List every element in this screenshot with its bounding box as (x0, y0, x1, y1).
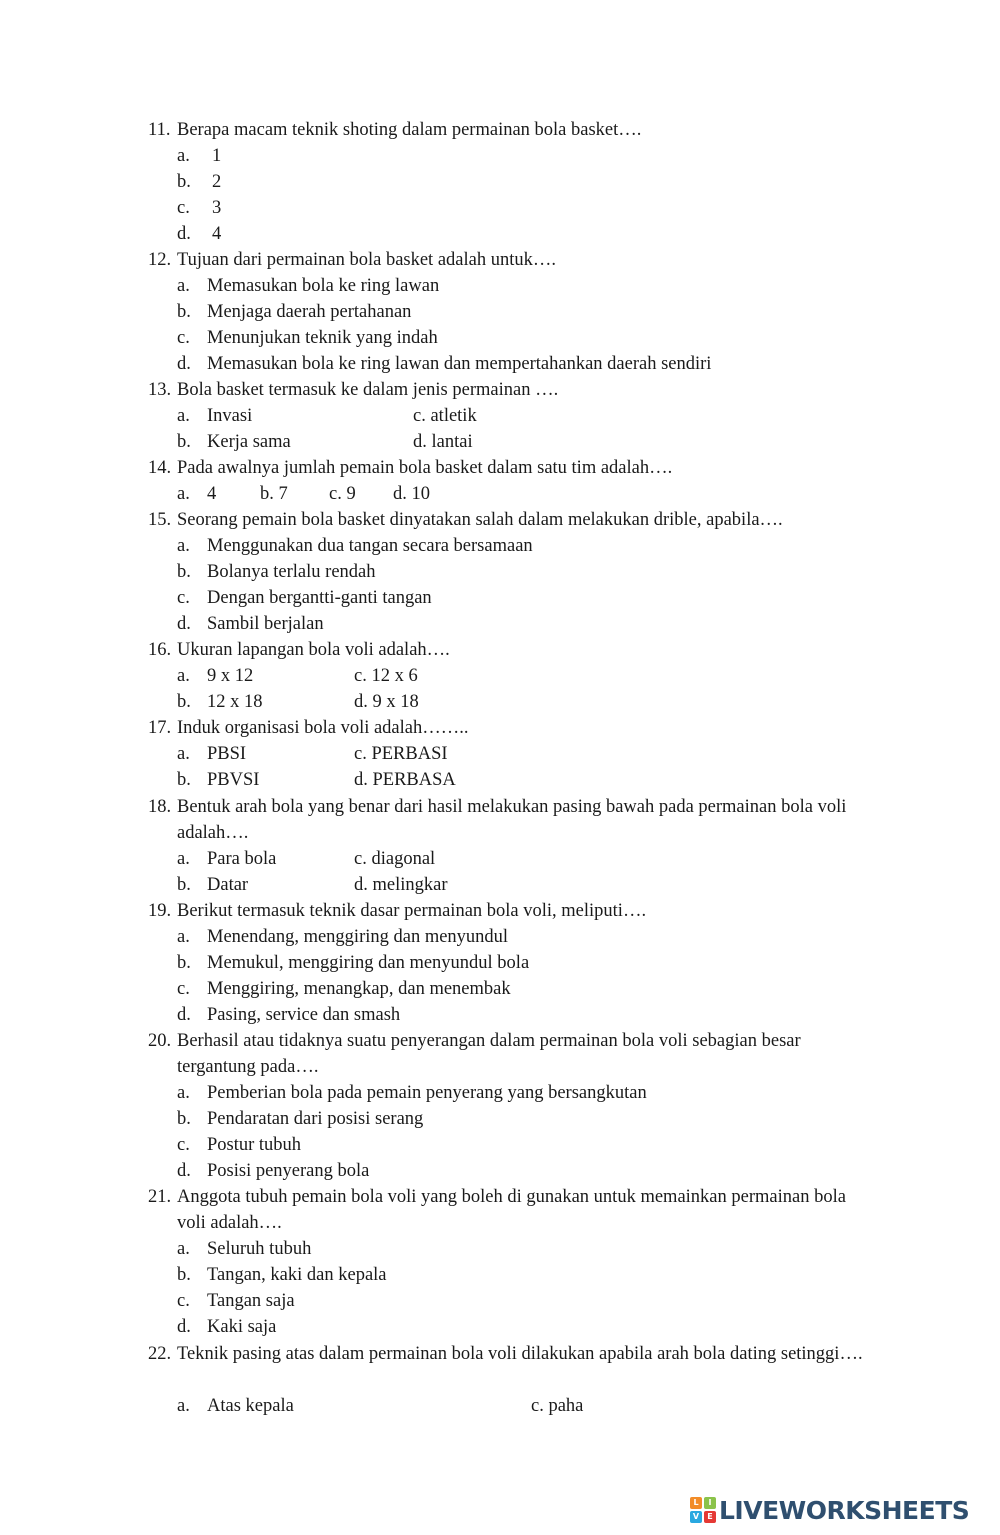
option-letter: b. (177, 953, 191, 973)
logo-mark-v: V (690, 1511, 702, 1523)
option-letter: c. (177, 328, 190, 348)
option-text: Postur tubuh (207, 1135, 302, 1155)
option-letter: a. (177, 1396, 190, 1416)
question-number: 21. (148, 1187, 172, 1207)
logo-wordmark: LIVEWORKSHEETS (719, 1495, 970, 1525)
option-text: Dengan bergantti-ganti tangan (207, 588, 432, 608)
liveworksheets-logo-icon (690, 1497, 716, 1523)
option-text: 9 (346, 484, 356, 504)
option-text: Pendaratan dari posisi serang (207, 1109, 424, 1129)
option-text: Menggiring, menangkap, dan menembak (207, 979, 511, 999)
option-text: Datar (207, 875, 249, 895)
option-text: 2 (212, 172, 222, 192)
option-letter: b. (177, 432, 191, 452)
option-letter: c. (531, 1396, 544, 1416)
question-number: 17. (148, 718, 172, 738)
option-text: 9 x 18 (372, 692, 419, 712)
option-text: 7 (278, 484, 288, 504)
question-number: 20. (148, 1031, 172, 1051)
question-text: Berapa macam teknik shoting dalam permainan bola basket…. (177, 120, 642, 140)
question-number: 15. (148, 510, 172, 530)
option-letter: b. (177, 562, 191, 582)
option-letter: c. (329, 484, 342, 504)
option-text: PBVSI (207, 770, 260, 790)
question-number: 14. (148, 458, 172, 478)
option-text: 4 (207, 484, 217, 504)
question-number: 11. (148, 120, 171, 140)
option-text: Menunjukan teknik yang indah (207, 328, 438, 348)
option-13-d[interactable] (413, 429, 473, 455)
option-letter: b. (177, 1109, 191, 1129)
option-letter: d. (177, 224, 191, 244)
option-letter: a. (177, 666, 190, 686)
option-text: Kaki saja (207, 1317, 277, 1337)
option-letter: d. (413, 432, 427, 452)
logo-mark-e: E (704, 1511, 716, 1523)
logo-mark-i: I (704, 1497, 716, 1509)
option-letter: b. (177, 172, 191, 192)
option-22-c[interactable] (531, 1393, 583, 1419)
option-letter: b. (177, 692, 191, 712)
option-letter: b. (177, 875, 191, 895)
option-text: Tangan, kaki dan kepala (207, 1265, 387, 1285)
logo-mark-l: L (690, 1497, 702, 1509)
question-text: Ukuran lapangan bola voli adalah…. (177, 640, 450, 660)
option-text: PERBASI (371, 744, 448, 764)
option-14-c[interactable] (329, 481, 356, 507)
option-text: atletik (430, 406, 477, 426)
option-text: Atas kepala (207, 1396, 294, 1416)
option-text: Para bola (207, 849, 277, 869)
option-18-d[interactable] (354, 872, 448, 898)
question-number: 19. (148, 901, 172, 921)
question-number: 22. (148, 1344, 172, 1364)
option-17-c[interactable] (354, 741, 448, 767)
option-letter: d. (177, 354, 191, 374)
question-text: Pada awalnya jumlah pemain bola basket dalam satu tim adalah…. (177, 458, 673, 478)
option-letter: b. (177, 302, 191, 322)
option-text: Memasukan bola ke ring lawan dan mempertahankan daerah sendiri (207, 354, 712, 374)
option-letter: a. (177, 484, 190, 504)
question-number: 13. (148, 380, 172, 400)
option-text: PERBASA (372, 770, 456, 790)
option-letter: c. (354, 744, 367, 764)
option-letter: d. (177, 1005, 191, 1025)
option-text: 9 x 12 (207, 666, 254, 686)
option-letter: d. (354, 692, 368, 712)
option-letter: d. (354, 875, 368, 895)
option-text: Sambil berjalan (207, 614, 324, 634)
liveworksheets-logo (690, 1492, 969, 1528)
option-letter: a. (177, 849, 190, 869)
question-text: Bentuk arah bola yang benar dari hasil melakukan pasing bawah pada permainan bola voli adalah…. (177, 797, 847, 843)
option-letter: c. (177, 979, 190, 999)
option-letter: d. (393, 484, 407, 504)
option-text: PBSI (207, 744, 247, 764)
option-text: paha (548, 1396, 584, 1416)
option-text: Pemberian bola pada pemain penyerang yang bersangkutan (207, 1083, 647, 1103)
option-17-d[interactable] (354, 767, 456, 793)
option-text: Menggunakan dua tangan secara bersamaan (207, 536, 533, 556)
option-text: 1 (212, 146, 222, 166)
option-letter: a. (177, 1083, 190, 1103)
option-letter: c. (354, 849, 367, 869)
option-letter: c. (413, 406, 426, 426)
option-letter: d. (177, 614, 191, 634)
question-number: 12. (148, 250, 172, 270)
option-letter: c. (177, 1135, 190, 1155)
option-text: 3 (212, 198, 222, 218)
option-16-d[interactable] (354, 689, 419, 715)
option-text: Kerja sama (207, 432, 291, 452)
option-14-b[interactable] (260, 481, 288, 507)
option-letter: a. (177, 927, 190, 947)
option-14-d[interactable] (393, 481, 430, 507)
question-text: Anggota tubuh pemain bola voli yang boleh di gunakan untuk memainkan permainan bola voli adalah…. (177, 1187, 846, 1233)
option-letter: a. (177, 276, 190, 296)
option-letter: a. (177, 744, 190, 764)
question-text: Tujuan dari permainan bola basket adalah untuk…. (177, 250, 556, 270)
option-letter: c. (177, 588, 190, 608)
option-letter: a. (177, 1239, 190, 1259)
option-letter: b. (177, 770, 191, 790)
option-16-c[interactable] (354, 663, 418, 689)
option-text: Menjaga daerah pertahanan (207, 302, 412, 322)
option-text: Memukul, menggiring dan menyundul bola (207, 953, 530, 973)
question-number: 16. (148, 640, 172, 660)
option-text: 12 x 6 (371, 666, 418, 686)
option-text: lantai (431, 432, 473, 452)
question-number: 18. (148, 797, 172, 817)
option-text: 4 (212, 224, 222, 244)
option-letter: a. (177, 406, 190, 426)
option-18-c[interactable] (354, 846, 435, 872)
option-text: 12 x 18 (207, 692, 263, 712)
option-text: 10 (411, 484, 430, 504)
option-letter: a. (177, 146, 190, 166)
option-text: Bolanya terlalu rendah (207, 562, 376, 582)
option-text: diagonal (371, 849, 436, 869)
option-text: melingkar (372, 875, 448, 895)
option-text: Seluruh tubuh (207, 1239, 312, 1259)
question-text: Seorang pemain bola basket dinyatakan salah dalam melakukan drible, apabila…. (177, 510, 783, 530)
question-text: Teknik pasing atas dalam permainan bola voli dilakukan apabila arah bola dating setinggi…. (177, 1344, 863, 1364)
option-text: Memasukan bola ke ring lawan (207, 276, 440, 296)
option-13-c[interactable] (413, 403, 477, 429)
option-letter: c. (354, 666, 367, 686)
question-text: Bola basket termasuk ke dalam jenis permainan …. (177, 380, 559, 400)
option-text: Invasi (207, 406, 253, 426)
option-letter: d. (177, 1161, 191, 1181)
option-letter: c. (177, 198, 190, 218)
option-text: Tangan saja (207, 1291, 295, 1311)
option-letter: c. (177, 1291, 190, 1311)
question-text: Berikut termasuk teknik dasar permainan bola voli, meliputi…. (177, 901, 647, 921)
option-text: Posisi penyerang bola (207, 1161, 370, 1181)
question-text: Berhasil atau tidaknya suatu penyerangan dalam permainan bola voli sebagian besar tergantung pada…. (177, 1031, 801, 1077)
option-letter: a. (177, 536, 190, 556)
option-letter: b. (260, 484, 274, 504)
option-text: Menendang, menggiring dan menyundul (207, 927, 509, 947)
option-letter: b. (177, 1265, 191, 1285)
option-letter: d. (354, 770, 368, 790)
question-text: Induk organisasi bola voli adalah…….. (177, 718, 469, 738)
option-letter: d. (177, 1317, 191, 1337)
option-text: Pasing, service dan smash (207, 1005, 401, 1025)
